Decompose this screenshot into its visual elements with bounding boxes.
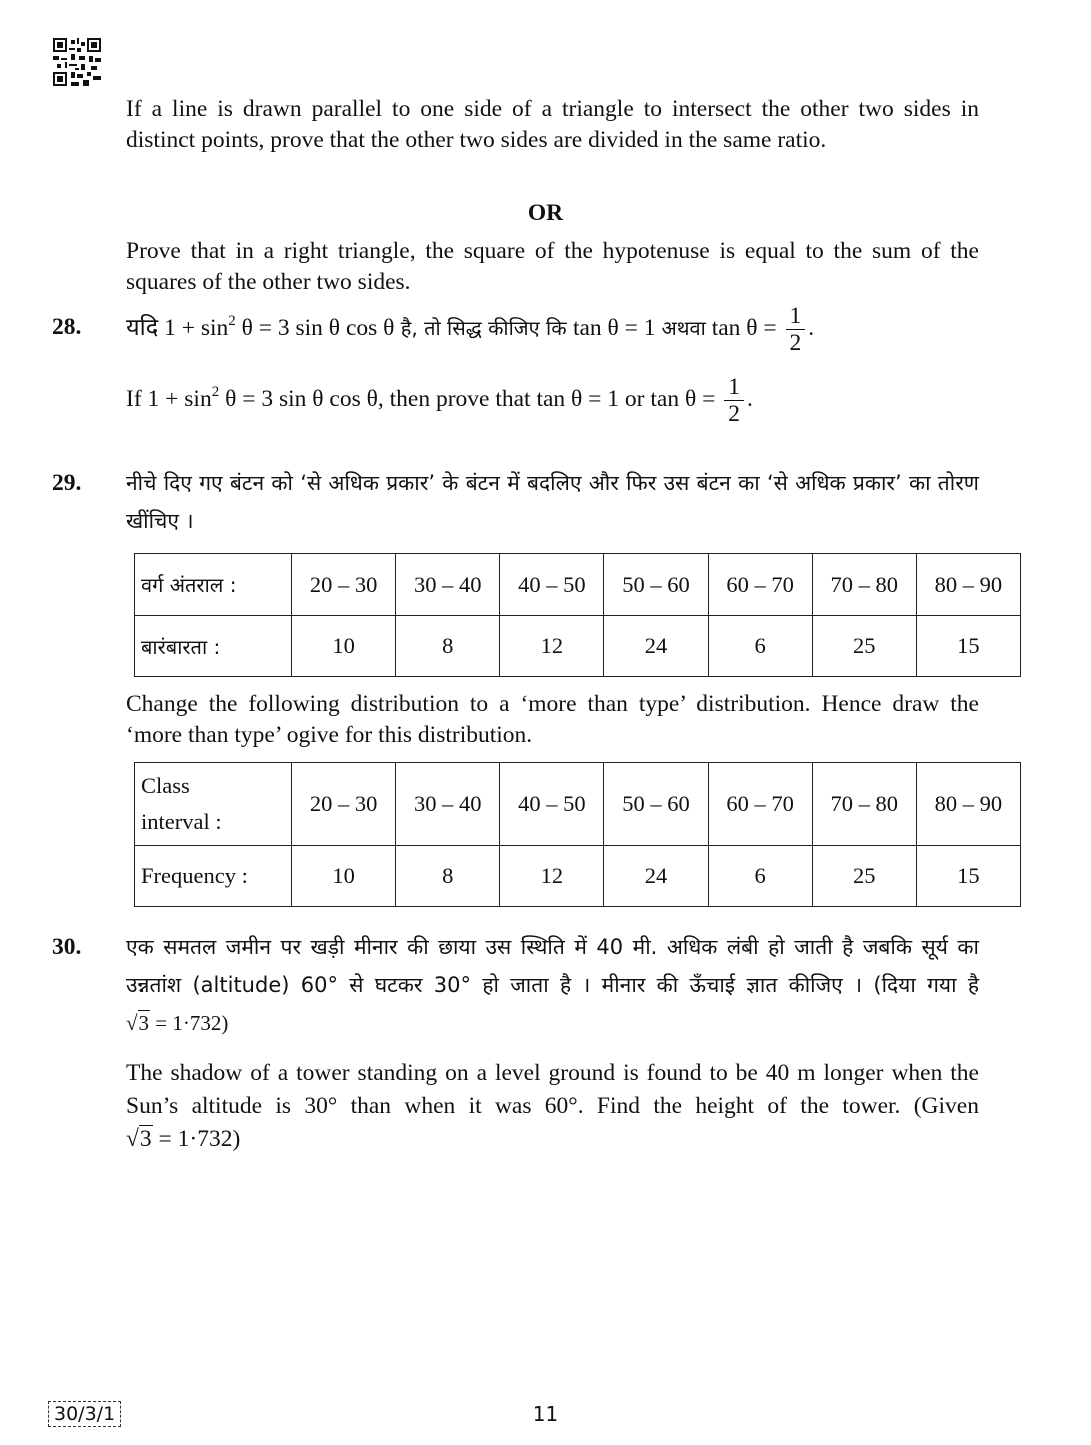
page-number: 11 xyxy=(532,1402,559,1426)
frequency-label: Frequency : xyxy=(135,846,292,907)
sqrt-value: = 1·732) xyxy=(152,1126,241,1152)
q28-en-pre: If 1 + sin xyxy=(126,385,212,412)
interval-cell: 70 – 80 xyxy=(812,763,916,846)
q28-hi-or: अथवा xyxy=(661,315,706,340)
interval-cell: 40 – 50 xyxy=(500,763,604,846)
hi-frequency-label: बारंबारता : xyxy=(135,616,292,677)
q28-hi-fraction xyxy=(786,303,806,356)
frequency-cell: 15 xyxy=(916,616,1020,677)
sqrt-value: = 1·732) xyxy=(150,1011,229,1035)
sqrt-expression xyxy=(126,1125,240,1152)
frequency-cell: 10 xyxy=(292,846,396,907)
interval-cell: 20 – 30 xyxy=(292,763,396,846)
q29-english-text: Change the following distribution to a ‘more than type’ distribution. Hence draw the ‘more than type’ ogive for this distribution. xyxy=(126,691,979,748)
question-number-28: 28. xyxy=(52,314,82,340)
question-number-29: 29. xyxy=(52,470,82,496)
q27-main-text: If a line is drawn parallel to one side of a triangle to intersect the other two sides in distinct points, prove that the other two sides are divided in the same ratio. xyxy=(126,96,979,153)
q28-hi-pre: यदि 1 + sin xyxy=(126,314,229,341)
question-number-30: 30. xyxy=(52,934,82,960)
frequency-cell: 25 xyxy=(812,616,916,677)
q28-english-statement xyxy=(126,374,753,427)
class-interval-label xyxy=(135,763,292,846)
sqrt-expression xyxy=(126,1010,228,1035)
interval-cell: 50 – 60 xyxy=(604,763,708,846)
q28-en-mid: θ = 3 sin θ cos θ, then prove that tan θ = 1 or tan θ = xyxy=(219,385,722,412)
or-separator: OR xyxy=(527,200,564,226)
frequency-cell: 12 xyxy=(500,846,604,907)
q28-hindi-statement xyxy=(126,303,814,356)
class-interval-label-line2: interval : xyxy=(141,809,222,834)
interval-cell: 40 – 50 xyxy=(500,554,604,616)
q30-hindi-paragraph xyxy=(126,928,979,1042)
interval-cell: 60 – 70 xyxy=(708,763,812,846)
frequency-cell: 6 xyxy=(708,616,812,677)
q28-en-sup: 2 xyxy=(211,383,220,400)
q30-english-text: The shadow of a tower standing on a level ground is found to be 40 m longer when the Sun’s altitude is 30° than when it was 60°. Find the height of the tower. (Given xyxy=(126,1060,979,1119)
hi-interval-label: वर्ग अंतराल : xyxy=(135,554,292,616)
frequency-cell: 8 xyxy=(396,846,500,907)
frequency-cell: 10 xyxy=(292,616,396,677)
interval-cell: 70 – 80 xyxy=(812,554,916,616)
class-interval-label-line1: Class xyxy=(141,773,190,798)
q28-hi-sup: 2 xyxy=(228,312,236,329)
fraction-denominator: 2 xyxy=(728,401,740,427)
table-row xyxy=(135,846,1021,907)
qr-code xyxy=(53,38,101,86)
table-row xyxy=(135,554,1021,616)
q28-en-fraction xyxy=(724,374,744,427)
frequency-cell: 8 xyxy=(396,616,500,677)
table-row xyxy=(135,763,1021,846)
q28-hi-mid: θ = 3 sin θ cos θ xyxy=(235,314,395,341)
interval-cell: 20 – 30 xyxy=(292,554,396,616)
q30-english-paragraph xyxy=(126,1057,979,1156)
paper-code: 30/3/1 xyxy=(48,1401,121,1427)
english-distribution-table xyxy=(134,762,1021,907)
sqrt-icon: √ xyxy=(126,1126,139,1152)
interval-cell: 60 – 70 xyxy=(708,554,812,616)
fraction-numerator: 1 xyxy=(724,374,744,401)
table-row xyxy=(135,616,1021,677)
fraction-denominator: 2 xyxy=(789,330,802,356)
sqrt-icon: √ xyxy=(126,1011,138,1035)
q28-hi-text: है, तो सिद्ध कीजिए कि xyxy=(394,315,573,340)
q28-hi-tan2: tan θ = xyxy=(705,314,783,341)
interval-cell: 30 – 40 xyxy=(396,763,500,846)
q28-en-end: . xyxy=(746,385,753,412)
q30-hindi-text: एक समतल जमीन पर खड़ी मीनार की छाया उस स्थिति में 40 मी. अधिक लंबी हो जाती है जबकि सूर्य का उन्नतांश (altitude) 60° से घटकर 30° हो जाता है । मीनार की ऊँचाई ज्ञात कीजिए । (दिया गया है xyxy=(126,935,979,997)
frequency-cell: 24 xyxy=(604,616,708,677)
frequency-cell: 25 xyxy=(812,846,916,907)
q27-alt-text: Prove that in a right triangle, the square of the hypotenuse is equal to the sum of the squares of the other two sides. xyxy=(126,238,979,295)
q29-hindi-text: नीचे दिए गए बंटन को ‘से अधिक प्रकार’ के बंटन में बदलिए और फिर उस बंटन का ‘से अधिक प्रकार’ का तोरण खींचिए । xyxy=(126,471,979,533)
frequency-cell: 12 xyxy=(500,616,604,677)
interval-cell: 50 – 60 xyxy=(604,554,708,616)
frequency-cell: 6 xyxy=(708,846,812,907)
hindi-distribution-table xyxy=(134,553,1021,677)
interval-cell: 80 – 90 xyxy=(916,763,1020,846)
q28-hi-tan1: tan θ = 1 xyxy=(572,314,662,341)
interval-cell: 80 – 90 xyxy=(916,554,1020,616)
sqrt-argument: 3 xyxy=(139,1126,152,1152)
q28-hi-end: . xyxy=(808,314,815,341)
frequency-cell: 24 xyxy=(604,846,708,907)
fraction-numerator: 1 xyxy=(786,303,806,330)
interval-cell: 30 – 40 xyxy=(396,554,500,616)
sqrt-argument: 3 xyxy=(138,1011,150,1035)
frequency-cell: 15 xyxy=(916,846,1020,907)
